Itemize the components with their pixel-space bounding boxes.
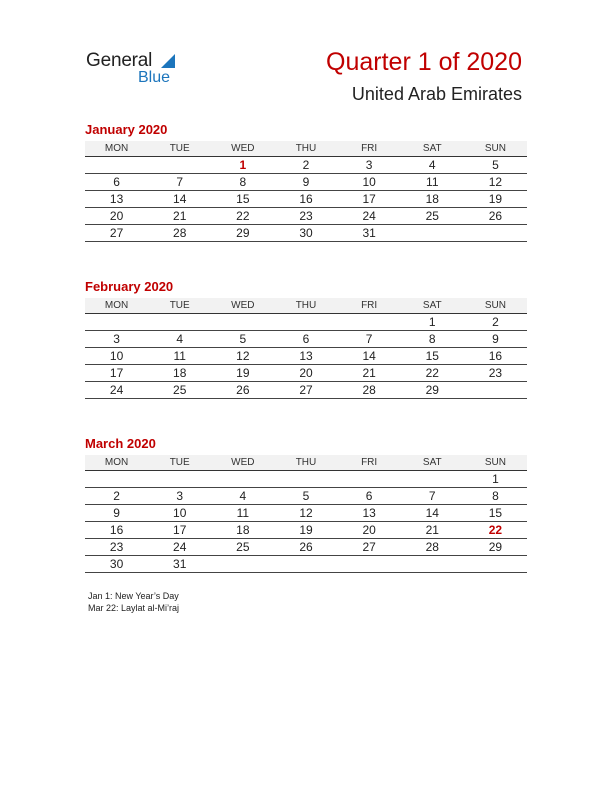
empty-day-cell: [338, 314, 401, 331]
day-cell: 15: [401, 348, 464, 365]
day-cell: 6: [85, 174, 148, 191]
day-cell: 27: [85, 225, 148, 242]
day-cell: 20: [85, 208, 148, 225]
day-cell: 18: [211, 522, 274, 539]
day-cell: 15: [211, 191, 274, 208]
day-cell: 5: [211, 331, 274, 348]
page-title: Quarter 1 of 2020: [326, 48, 522, 76]
week-row: [85, 191, 527, 208]
day-cell: 2: [464, 314, 527, 331]
week-row: [85, 522, 527, 539]
day-cell: 12: [211, 348, 274, 365]
empty-day-cell: [338, 556, 401, 573]
empty-day-cell: [338, 471, 401, 488]
empty-day-cell: [464, 225, 527, 242]
week-row: [85, 314, 527, 331]
week-row: [85, 348, 527, 365]
weekday-header: SUN: [464, 455, 527, 471]
country-name: United Arab Emirates: [351, 84, 522, 104]
weekday-header: THU: [274, 455, 337, 471]
day-cell: 13: [338, 505, 401, 522]
weekday-header-row: [85, 455, 527, 471]
day-cell: 1: [464, 471, 527, 488]
calendar-grid: [85, 455, 527, 573]
day-cell: 20: [338, 522, 401, 539]
day-cell: 31: [338, 225, 401, 242]
day-cell: 13: [274, 348, 337, 365]
month-march: [85, 435, 527, 573]
day-cell: 2: [85, 488, 148, 505]
day-cell: 7: [338, 331, 401, 348]
day-cell: 17: [148, 522, 211, 539]
empty-day-cell: [274, 314, 337, 331]
day-cell: 11: [401, 174, 464, 191]
day-cell: 30: [85, 556, 148, 573]
weekday-header: THU: [274, 298, 337, 314]
weekday-header: SAT: [401, 298, 464, 314]
week-row: [85, 488, 527, 505]
day-cell: 11: [148, 348, 211, 365]
empty-day-cell: [274, 471, 337, 488]
month-february: [85, 278, 527, 399]
weekday-header: WED: [211, 455, 274, 471]
calendar-grid: [85, 298, 527, 399]
day-cell: 24: [338, 208, 401, 225]
week-row: [85, 208, 527, 225]
day-cell: 14: [401, 505, 464, 522]
day-cell: 29: [211, 225, 274, 242]
weekday-header: WED: [211, 298, 274, 314]
empty-day-cell: [148, 471, 211, 488]
weekday-header: TUE: [148, 141, 211, 157]
day-cell: 9: [274, 174, 337, 191]
day-cell: 27: [274, 382, 337, 399]
weekday-header: MON: [85, 455, 148, 471]
day-cell: 8: [464, 488, 527, 505]
empty-day-cell: [85, 314, 148, 331]
empty-day-cell: [211, 314, 274, 331]
day-cell: 28: [148, 225, 211, 242]
day-cell: 22: [401, 365, 464, 382]
day-cell: 29: [401, 382, 464, 399]
week-row: [85, 331, 527, 348]
day-cell: 22: [464, 522, 527, 539]
month-title: February 2020: [85, 279, 174, 294]
day-cell: 13: [85, 191, 148, 208]
weekday-header: SUN: [464, 298, 527, 314]
day-cell: 9: [85, 505, 148, 522]
empty-day-cell: [401, 225, 464, 242]
day-cell: 12: [274, 505, 337, 522]
day-cell: 19: [211, 365, 274, 382]
logo-general-text: General: [86, 50, 153, 71]
day-cell: 7: [148, 174, 211, 191]
day-cell: 14: [148, 191, 211, 208]
day-cell: 11: [211, 505, 274, 522]
day-cell: 2: [274, 157, 337, 174]
weekday-header: TUE: [148, 298, 211, 314]
day-cell: 26: [211, 382, 274, 399]
day-cell: 10: [148, 505, 211, 522]
day-cell: 9: [464, 331, 527, 348]
day-cell: 27: [338, 539, 401, 556]
calendar-grid: [85, 141, 527, 242]
day-cell: 25: [211, 539, 274, 556]
day-cell: 25: [148, 382, 211, 399]
empty-day-cell: [148, 157, 211, 174]
day-cell: 31: [148, 556, 211, 573]
day-cell: 3: [85, 331, 148, 348]
week-row: [85, 539, 527, 556]
empty-day-cell: [401, 471, 464, 488]
day-cell: 21: [401, 522, 464, 539]
day-cell: 8: [211, 174, 274, 191]
empty-day-cell: [464, 382, 527, 399]
weekday-header: MON: [85, 298, 148, 314]
empty-day-cell: [211, 556, 274, 573]
day-cell: 4: [401, 157, 464, 174]
day-cell: 28: [338, 382, 401, 399]
week-row: [85, 505, 527, 522]
empty-day-cell: [401, 556, 464, 573]
day-cell: 28: [401, 539, 464, 556]
day-cell: 21: [338, 365, 401, 382]
week-row: [85, 382, 527, 399]
day-cell: 12: [464, 174, 527, 191]
holiday-note: Mar 22: Laylat al-Mi’raj: [88, 603, 180, 613]
day-cell: 24: [148, 539, 211, 556]
day-cell: 8: [401, 331, 464, 348]
day-cell: 23: [274, 208, 337, 225]
empty-day-cell: [211, 471, 274, 488]
day-cell: 1: [401, 314, 464, 331]
day-cell: 24: [85, 382, 148, 399]
empty-day-cell: [85, 471, 148, 488]
day-cell: 15: [464, 505, 527, 522]
empty-day-cell: [274, 556, 337, 573]
weekday-header: FRI: [338, 455, 401, 471]
logo-triangle-icon: [161, 54, 175, 68]
day-cell: 6: [338, 488, 401, 505]
day-cell: 23: [464, 365, 527, 382]
logo-blue-text: Blue: [138, 69, 171, 86]
day-cell: 6: [274, 331, 337, 348]
day-cell: 10: [338, 174, 401, 191]
empty-day-cell: [148, 314, 211, 331]
weekday-header-row: [85, 298, 527, 314]
weekday-header: WED: [211, 141, 274, 157]
day-cell: 17: [85, 365, 148, 382]
day-cell: 14: [338, 348, 401, 365]
day-cell: 25: [401, 208, 464, 225]
day-cell: 20: [274, 365, 337, 382]
week-row: [85, 556, 527, 573]
week-row: [85, 174, 527, 191]
empty-day-cell: [464, 556, 527, 573]
day-cell: 26: [464, 208, 527, 225]
day-cell: 16: [274, 191, 337, 208]
day-cell: 29: [464, 539, 527, 556]
week-row: [85, 471, 527, 488]
weekday-header: TUE: [148, 455, 211, 471]
month-january: [85, 121, 527, 242]
day-cell: 16: [464, 348, 527, 365]
weekday-header: SAT: [401, 455, 464, 471]
day-cell: 19: [274, 522, 337, 539]
holiday-note: Jan 1: New Year’s Day: [88, 591, 179, 601]
day-cell: 26: [274, 539, 337, 556]
brand-logo: [86, 50, 196, 90]
day-cell: 5: [274, 488, 337, 505]
weekday-header: MON: [85, 141, 148, 157]
day-cell: 1: [211, 157, 274, 174]
day-cell: 18: [148, 365, 211, 382]
week-row: [85, 225, 527, 242]
weekday-header: FRI: [338, 298, 401, 314]
day-cell: 5: [464, 157, 527, 174]
month-title: January 2020: [85, 122, 168, 137]
weekday-header: THU: [274, 141, 337, 157]
day-cell: 10: [85, 348, 148, 365]
weekday-header: FRI: [338, 141, 401, 157]
day-cell: 30: [274, 225, 337, 242]
holiday-notes: [88, 590, 179, 614]
day-cell: 18: [401, 191, 464, 208]
month-title: March 2020: [85, 436, 156, 451]
day-cell: 3: [148, 488, 211, 505]
day-cell: 3: [338, 157, 401, 174]
weekday-header-row: [85, 141, 527, 157]
empty-day-cell: [85, 157, 148, 174]
week-row: [85, 157, 527, 174]
day-cell: 19: [464, 191, 527, 208]
day-cell: 7: [401, 488, 464, 505]
day-cell: 16: [85, 522, 148, 539]
weekday-header: SAT: [401, 141, 464, 157]
day-cell: 17: [338, 191, 401, 208]
day-cell: 4: [148, 331, 211, 348]
day-cell: 23: [85, 539, 148, 556]
weekday-header: SUN: [464, 141, 527, 157]
week-row: [85, 365, 527, 382]
day-cell: 21: [148, 208, 211, 225]
day-cell: 22: [211, 208, 274, 225]
day-cell: 4: [211, 488, 274, 505]
